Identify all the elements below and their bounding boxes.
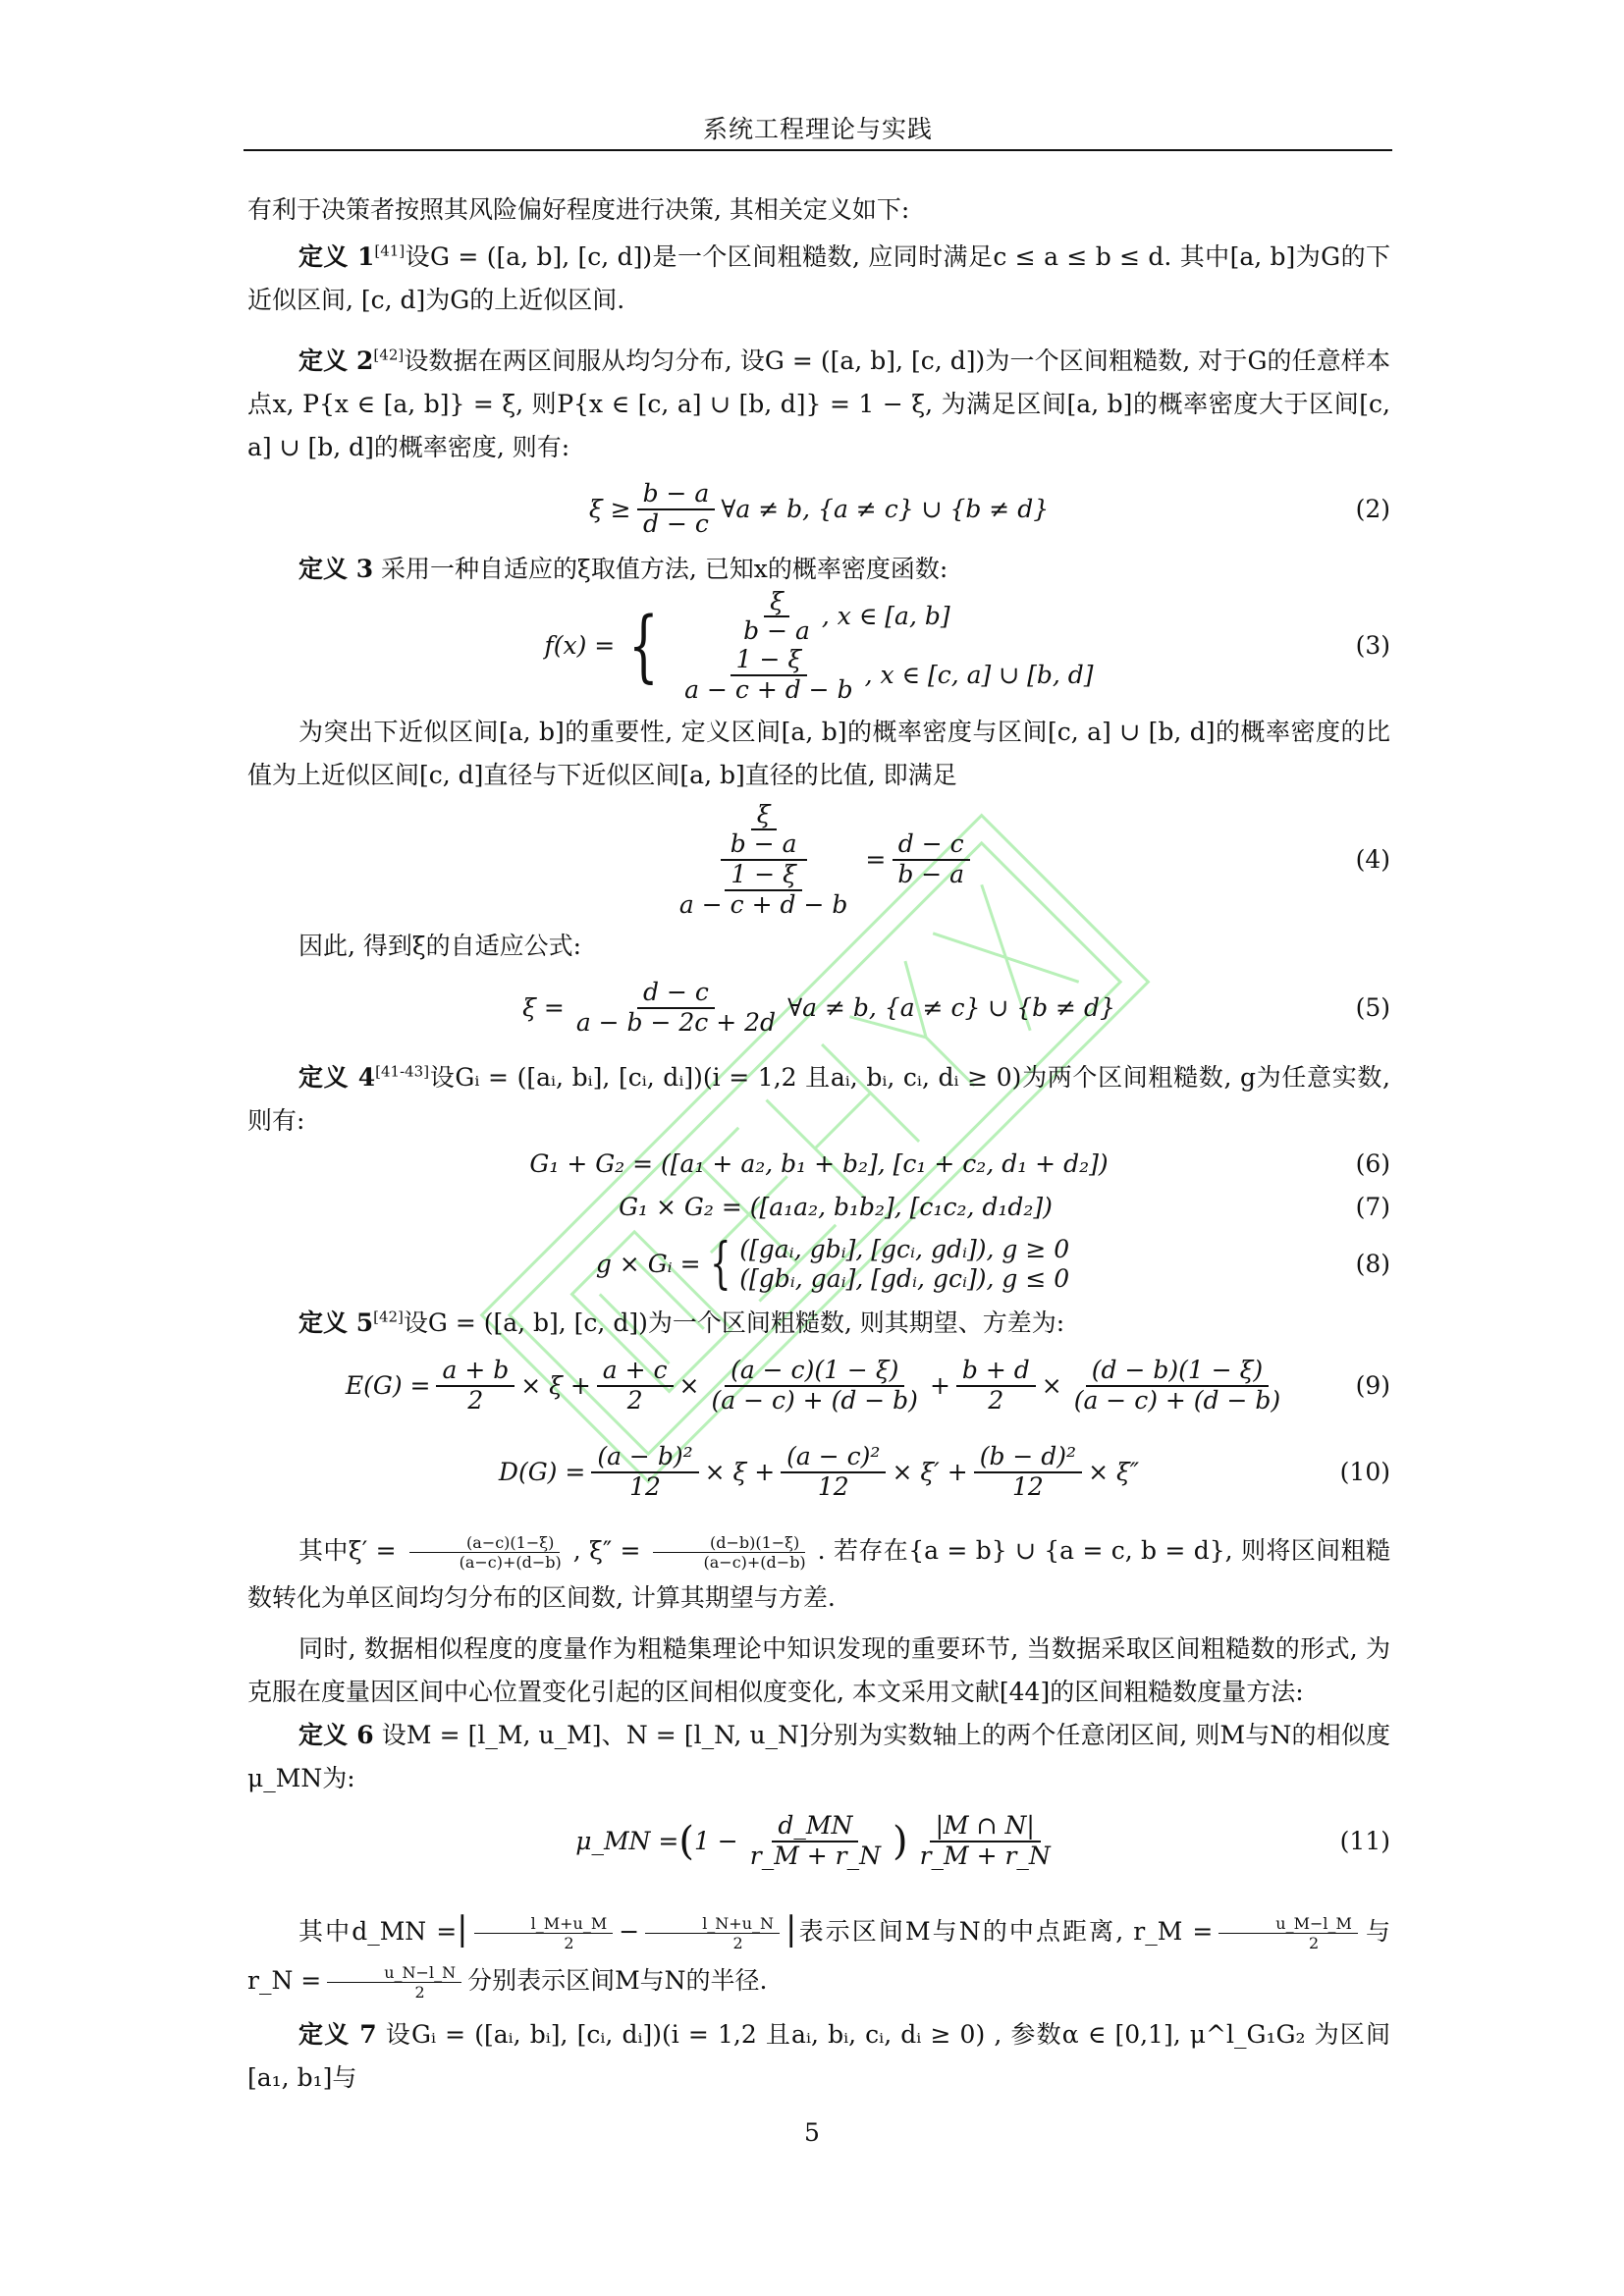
definition-4 [247,1056,1390,1143]
definition-3 [247,548,1390,591]
definition-2-text: 设数据在两区间服从均匀分布, 设G = ([a, b], [c, d])为一个区间粗糙数, 对于G的任意样本点x, P{x ∈ [a, b]} = ξ, 则P{x ∈ [c, a] ∪ [b, d]} = 1 − ξ, 为满足区间[a, b]的概率密度大于区间[c, a] ∪ [b, d]的概率密度, 则有: [247,347,1390,461]
equation-7: G₁ × G₂ = ([a₁a₂, b₁b₂], [c₁c₂, d₁d₂]) (7) [247,1186,1390,1229]
equation-10: D(G) = $\frac{\text{(a − b)²}}{12}$ × ξ + $\frac{\text{(a − c)²}}{12}$ × ξ′ + $\frac{\text{(b − d)²}}{12}$ × ξ″ (10) [498,1442,1390,1501]
citation-41-43: [41-43] [375,1062,430,1081]
paragraph-emphasis: 为突出下近似区间[a, b]的重要性, 定义区间[a, b]的概率密度与区间[c, a] ∪ [b, d]的概率密度的比值为上近似区间[c, d]直径与下近似区间[a, b]直径的比值, 即满足 [247,718,1390,789]
equation-number: (3) [1355,631,1390,660]
header-rule [244,149,1392,151]
definition-4-text: 设Gᵢ = ([aᵢ, bᵢ], [cᵢ, dᵢ])(i = 1,2 且aᵢ, bᵢ, cᵢ, dᵢ ≥ 0)为两个区间粗糙数, g为任意实数, 则有: [247,1063,1390,1135]
definition-5-label: 定义 5 [298,1308,374,1337]
definition-3-text: 采用一种自适应的ξ取值方法, 已知x的概率密度函数: [373,555,948,583]
definition-2-label: 定义 2 [298,347,374,375]
definition-5-text: 设G = ([a, b], [c, d])为一个区间粗糙数, 则其期望、方差为: [403,1308,1065,1337]
definition-2 [247,340,1390,469]
equation-number: (7) [1355,1193,1390,1221]
definition-4-label: 定义 4 [298,1063,376,1092]
definition-6-label: 定义 6 [298,1721,374,1749]
definition-7-text: 设Gᵢ = ([aᵢ, bᵢ], [cᵢ, dᵢ])(i = 1,2 且aᵢ, bᵢ, cᵢ, dᵢ ≥ 0) , 参数α ∈ [0,1], μ^l_G₁G₂ 为区间[a₁, b₁]与 [247,2020,1390,2092]
body-text [247,188,1390,2100]
equation-4: $\frac{\frac{\xi}{b - a}}{\frac{1 - \xi}{a - c + d - b}}$ = $\frac{d - c}{b - a}$ (4) [678,799,1390,919]
equation-number: (9) [1355,1371,1390,1400]
equation-number: (8) [1355,1250,1390,1278]
equation-8: g × Gᵢ = { ([gaᵢ, gbᵢ], [gcᵢ, gdᵢ]), g ≥ 0 ([gbᵢ, gaᵢ], [gdᵢ, gcᵢ]), g ≤ 0 (8) [595,1232,1390,1296]
definition-6 [247,1714,1390,1800]
equation-number: (4) [1355,845,1390,874]
citation-41: [41] [374,241,406,260]
citation-42: [42] [373,1308,404,1326]
definition-6-text: 设M = [l_M, u_M]、N = [l_N, u_N]分别为实数轴上的两个任意闭区间, 则M与N的相似度μ_MN为: [247,1721,1390,1792]
running-header: 系统工程理论与实践 [702,115,933,143]
definition-7-label: 定义 7 [298,2020,377,2049]
inline-fraction-xi-prime: $\frac{(a-c)(1-\xi)}{(a-c)+(d-b)}$ [403,1533,568,1572]
equation-5: ξ = $\frac{d - c}{a - b - 2c + 2d}$ ∀a ≠ b, {a ≠ c} ∪ {b ≠ d} (5) [522,978,1390,1037]
equation-number: (5) [1355,993,1390,1022]
paragraph-similarity: 同时, 数据相似程度的度量作为粗糙集理论中知识发现的重要环节, 当数据采取区间粗糙数的形式, 为克服在度量因区间中心位置变化引起的区间相似度变化, 本文采用文献[44]的区间粗糙数度量方法: [247,1634,1390,1706]
equation-number: (11) [1339,1827,1390,1855]
definition-3-label: 定义 3 [298,555,374,583]
equation-6: G₁ + G₂ = ([a₁ + a₂, b₁ + b₂], [c₁ + c₂, d₁ + d₂]) (6) [247,1143,1390,1186]
equation-number: (6) [1355,1149,1390,1178]
equation-2-fraction: $\frac{b - a}{d - c}$ [637,480,716,539]
equation-3: f(x) = { $\frac{\xi}{b - a}$ , x ∈ [a, b] $\frac{1 - \xi}{a - c + d - b}$ , x ∈ [c, a] ∪ [b, d] (3) [544,586,1390,704]
equation-number: (2) [1355,495,1390,523]
paragraph-therefore: 因此, 得到ξ的自适应公式: [298,932,582,960]
definition-7 [247,2013,1390,2100]
definition-1-text: 设G = ([a, b], [c, d])是一个区间粗糙数, 应同时满足c ≤ a ≤ b ≤ d. 其中[a, b]为G的下近似区间, [c, d]为G的上近似区间. [247,242,1390,314]
equation-2: ξ ≥ $\frac{b - a}{d - c}$ ∀a ≠ b, {a ≠ c} ∪ {b ≠ d} (2) [588,479,1390,538]
paragraph-intro: 有利于决策者按照其风险偏好程度进行决策, 其相关定义如下: [247,195,910,224]
paragraph-where-dmn: 其中d_MN =| $\frac{l\_M+u\_M}{2}$ − $\frac{l\_N+u\_N}{2}$ |表示区间M与N的中点距离, r_M = $\frac{u\_M-l\_M}{2}$ 与r_N = $\frac{u\_N-l\_N}{2}$ 分别表示区间M与N的半径. [247,1909,1390,2002]
definition-5 [247,1302,1390,1345]
paragraph-where-xi: 其中ξ′ = $\frac{(a-c)(1-\xi)}{(a-c)+(d-b)}$ , ξ″ = $\frac{(d-b)(1-\xi)}{(a-c)+(d-b)}$ . 若存在{a = b} ∪ {a = c, b = d}, 则将区间粗糙数转化为单区间均匀分布的区间数, 计算其期望与方差. [247,1532,1391,1612]
definition-1 [247,236,1390,322]
equation-9: E(G) = $\frac{a + b}{2}$ × ξ + $\frac{a + c}{2}$ × $\frac{(a - c)(1 - \xi)}{(a - c) + (d - b)}$ + $\frac{b + d}{2}$ × $\frac{(d - b)(1 - \xi)}{(a - c) + (d - b)}$ (9) [345,1356,1390,1415]
definition-1-label: 定义 1 [298,242,375,271]
citation-42: [42] [373,346,405,364]
equation-number: (10) [1339,1458,1390,1486]
equation-11: μ_MN = ( 1 − $\frac{d\_MN}{r\_M + r\_N}$ ) $\frac{|M \cap N|}{r\_M + r\_N}$ (11) [575,1811,1390,1870]
inline-fraction-xi-double-prime: $\frac{(d-b)(1-\xi)}{(a-c)+(d-b)}$ [647,1533,812,1572]
page-number: 5 [804,2118,820,2147]
